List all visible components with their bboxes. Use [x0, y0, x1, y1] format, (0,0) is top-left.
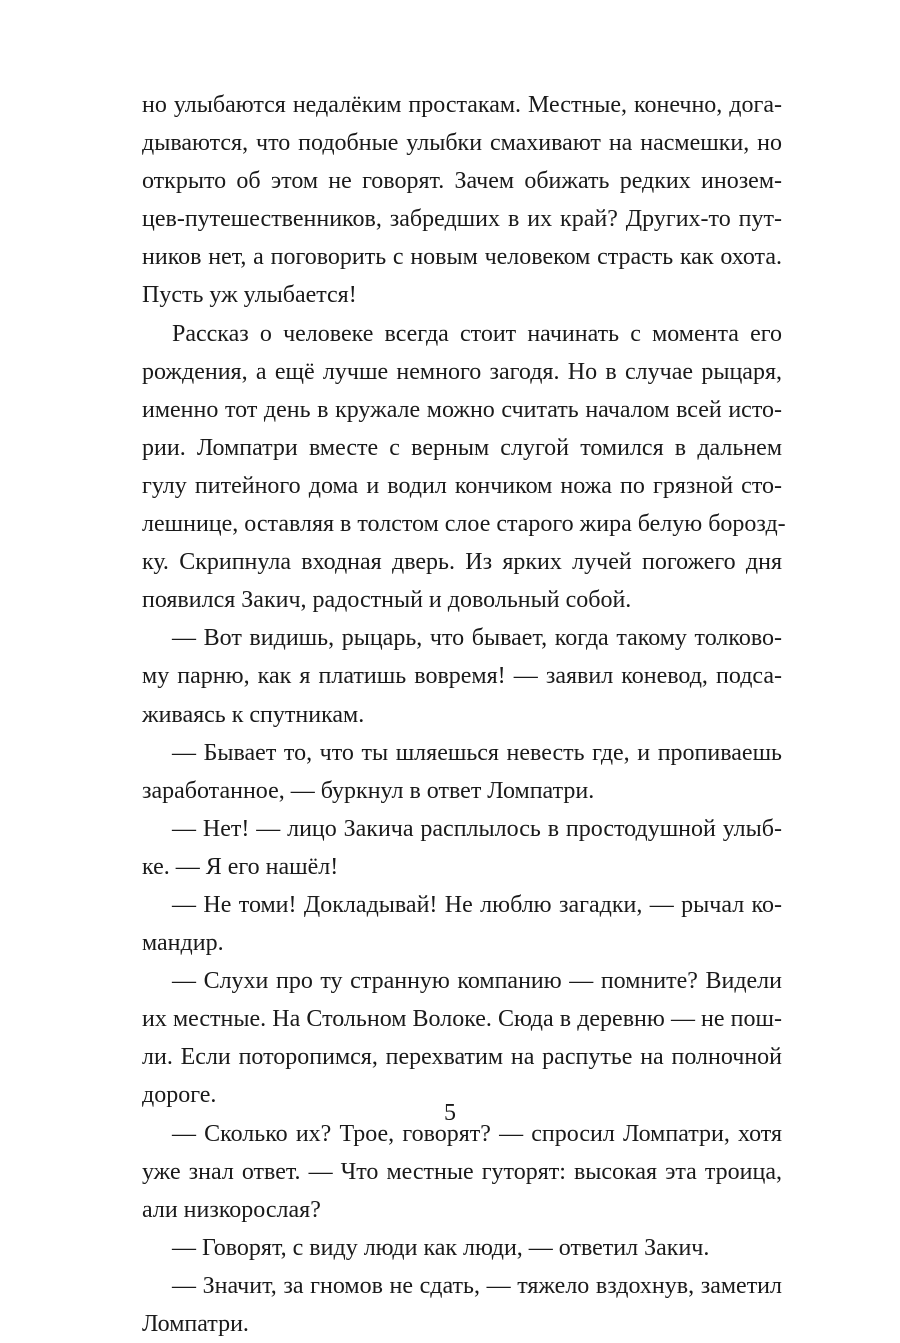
text-line: ке. — Я его нашёл!	[142, 853, 339, 880]
body-text	[142, 86, 786, 1343]
text-line: лешнице, оставляя в толстом слое старого жира белую борозд-	[142, 511, 786, 538]
text-line: али низкорослая?	[142, 1196, 321, 1223]
text-line: — Значит, за гномов не сдать, — тяжело вздохнув, заметил	[172, 1272, 782, 1299]
text-line: — Нет! — лицо Закича расплылось в простодушной улыб-	[172, 815, 782, 842]
text-line: но улыбаются недалёким простакам. Местные, конечно, дога-	[142, 92, 782, 118]
text-line: мандир.	[142, 930, 224, 957]
text-line: именно тот день в кружале можно считать началом всей исто-	[142, 396, 782, 423]
text-line: — Бывает то, что ты шляешься невесть где, и пропиваешь	[172, 739, 782, 766]
text-line: гулу питейного дома и водил кончиком ножа по грязной сто-	[142, 472, 782, 499]
text-line: их местные. На Стольном Волоке. Сюда в деревню — не пош-	[142, 1006, 782, 1033]
text-line: дороге.	[142, 1082, 217, 1109]
text-line: заработанное, — буркнул в ответ Ломпатри.	[142, 777, 595, 804]
text-line: — Слухи про ту странную компанию — помните? Видели	[172, 968, 782, 995]
text-line: Рассказ о человеке всегда стоит начинать с момента его	[172, 320, 782, 347]
text-line: рождения, а ещё лучше немного загодя. Но в случае рыцаря,	[142, 358, 782, 385]
text-line: ли. Если поторопимся, перехватим на распутье на полночной	[142, 1044, 782, 1071]
text-line: живаясь к спутникам.	[142, 701, 365, 728]
text-line: — Сколько их? Трое, говорят? — спросил Ломпатри, хотя	[172, 1120, 782, 1147]
text-line: уже знал ответ. — Что местные гуторят: высокая эта троица,	[142, 1158, 782, 1185]
text-line: цев-путешественников, забредших в их край? Других-то пут-	[142, 206, 782, 233]
text-line: му парню, как я платишь вовремя! — заявил коневод, подса-	[142, 663, 782, 690]
text-line: Пусть уж улыбается!	[142, 282, 357, 309]
page-number: 5	[444, 1100, 456, 1126]
text-line: — Не томи! Докладывай! Не люблю загадки, — рычал ко-	[172, 891, 782, 918]
text-line: рии. Ломпатри вместе с верным слугой томился в дальнем	[142, 434, 782, 461]
text-line: ников нет, а поговорить с новым человеком страсть как охота.	[142, 244, 782, 271]
text-line: — Вот видишь, рыцарь, что бывает, когда такому толково-	[172, 625, 782, 652]
text-line: — Говорят, с виду люди как люди, — ответил Закич.	[172, 1234, 710, 1261]
text-line: открыто об этом не говорят. Зачем обижать редких инозем-	[142, 168, 782, 195]
text-line: появился Закич, радостный и довольный собой.	[142, 587, 632, 614]
text-line: Ломпатри.	[142, 1311, 249, 1337]
text-line: дываются, что подобные улыбки смахивают на насмешки, но	[142, 130, 782, 157]
text-line: ку. Скрипнула входная дверь. Из ярких лучей погожего дня	[142, 549, 782, 576]
